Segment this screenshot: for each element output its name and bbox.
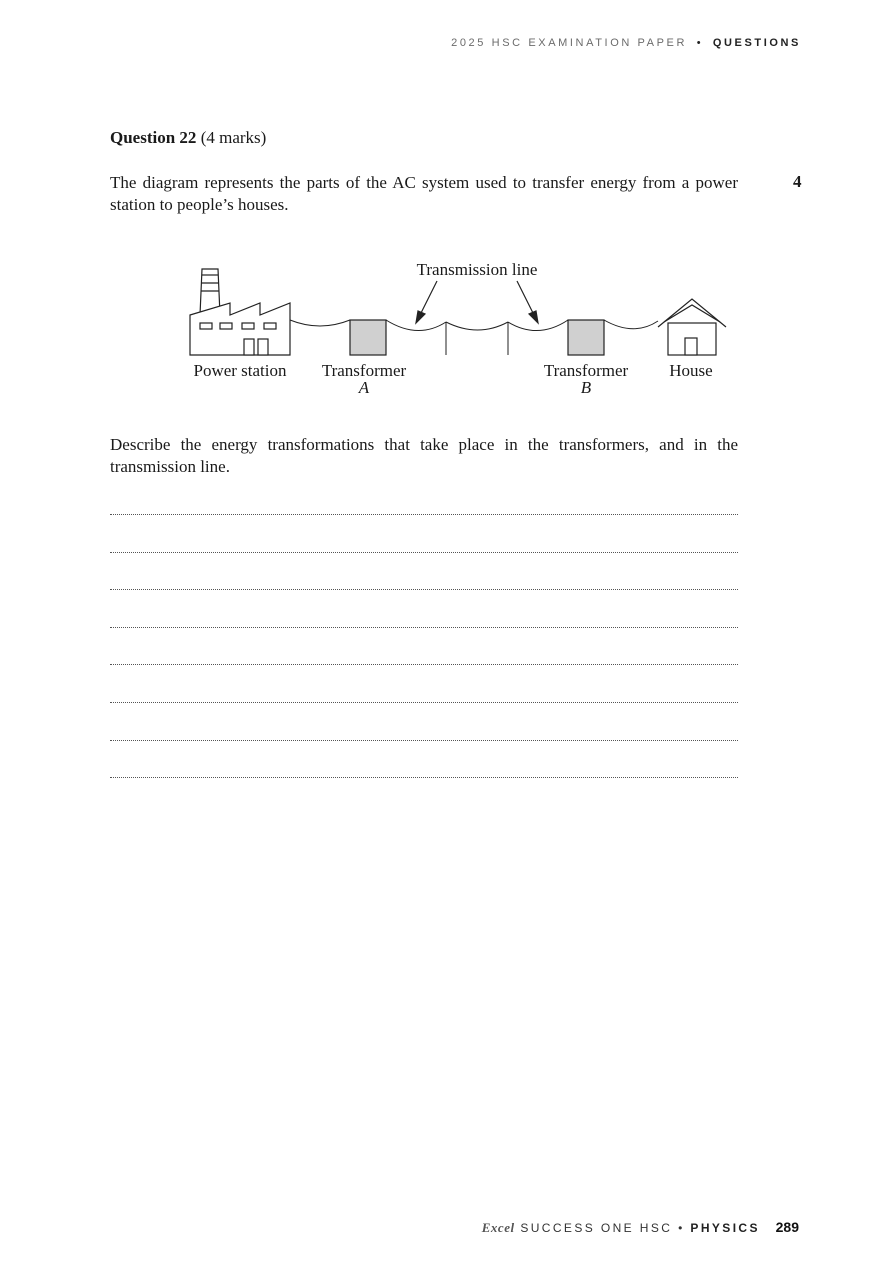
header-paper: 2025 HSC EXAMINATION PAPER — [451, 37, 688, 49]
answer-area[interactable] — [110, 496, 738, 797]
answer-line[interactable] — [110, 759, 738, 778]
question-prompt: Describe the energy transformations that take place in the transformers, and in the transmission line. — [110, 435, 738, 476]
answer-line[interactable] — [110, 534, 738, 553]
answer-line[interactable] — [110, 722, 738, 741]
power-station-icon — [190, 269, 290, 355]
answer-line[interactable] — [110, 571, 738, 590]
question-number: Question 22 — [110, 128, 197, 147]
transformer-a-letter: A — [358, 378, 370, 397]
transformer-a-box — [350, 320, 386, 355]
house-icon — [658, 299, 726, 355]
transformer-a-label: Transformer — [321, 361, 407, 380]
answer-line[interactable] — [110, 609, 738, 628]
marks-value: 4 — [793, 172, 802, 191]
footer-series: SUCCESS ONE HSC — [520, 1221, 673, 1235]
transformer-b-letter: B — [580, 378, 592, 397]
transformer-b-box — [568, 320, 604, 355]
footer-separator: • — [678, 1221, 685, 1235]
question-marks-label: (4 marks) — [200, 128, 267, 147]
power-station-label: Power station — [193, 361, 287, 380]
answer-line[interactable] — [110, 684, 738, 703]
footer-brand: Excel — [481, 1220, 515, 1235]
header-separator: • — [696, 37, 704, 49]
answer-line[interactable] — [110, 496, 738, 515]
ac-system-diagram — [180, 255, 740, 405]
footer-subject: PHYSICS — [690, 1221, 760, 1235]
answer-line[interactable] — [110, 646, 738, 665]
transmission-line-label: Transmission line — [416, 260, 538, 279]
transmission-arrows — [416, 281, 538, 323]
running-header — [451, 37, 801, 49]
page-footer — [482, 1219, 799, 1236]
transformer-b-label: Transformer — [543, 361, 629, 380]
question-stem: The diagram represents the parts of the AC system used to transfer energy from a power station to people’s houses. — [110, 173, 738, 214]
page-number: 289 — [775, 1219, 799, 1235]
question-title — [110, 128, 266, 148]
house-label: House — [669, 361, 713, 380]
header-section: QUESTIONS — [712, 37, 801, 49]
